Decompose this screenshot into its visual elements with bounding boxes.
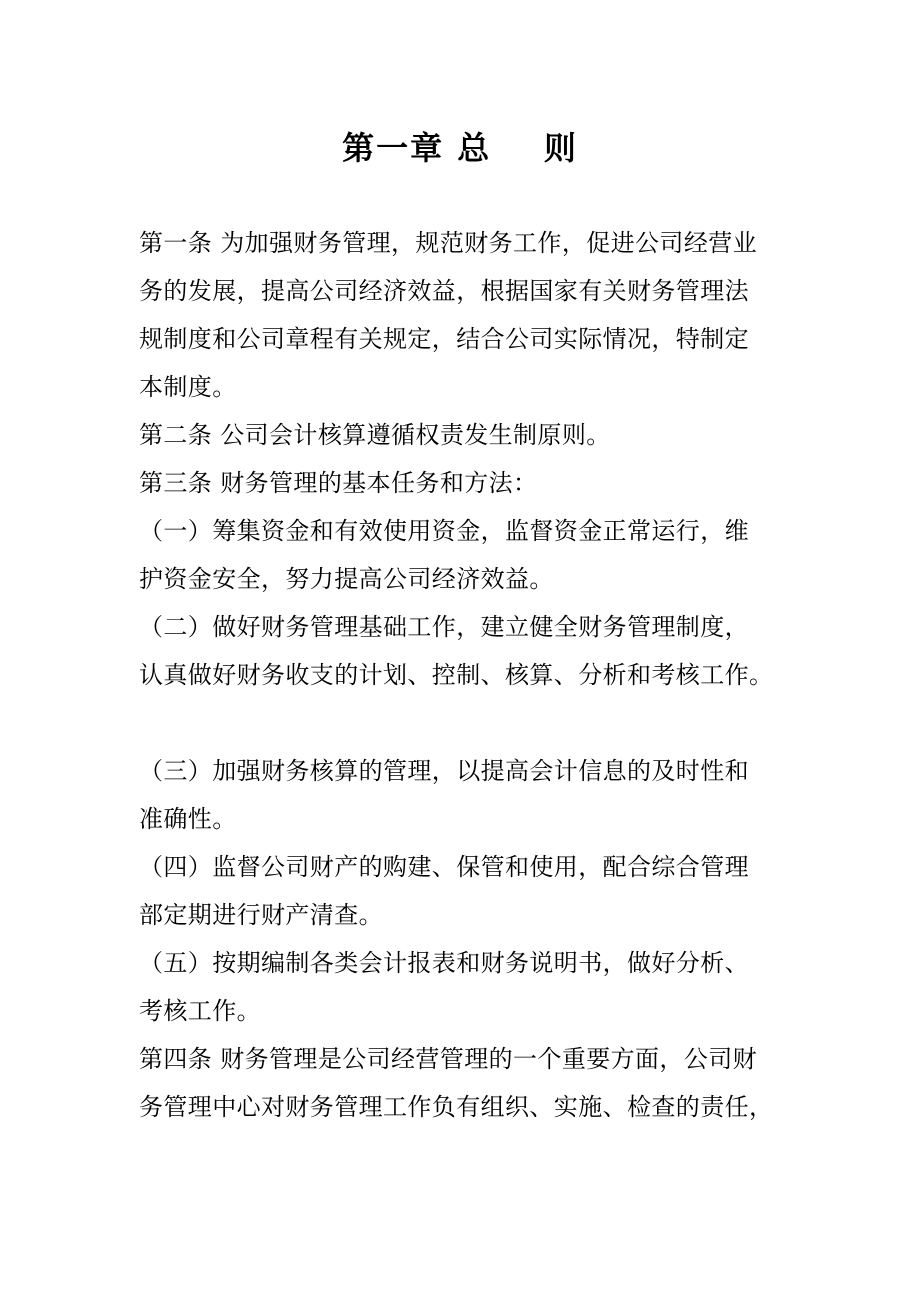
article-4-line-2: 务管理中心对财务管理工作负有组织、实施、检查的责任，: [139, 1093, 774, 1121]
article-1-line-3: 规制度和公司章程有关规定，结合公司实际情况，特制定: [139, 325, 749, 353]
item-4-line-1: （四）监督公司财产的购建、保管和使用，配合综合管理: [139, 853, 749, 881]
item-3-line-2: 准确性。: [139, 805, 237, 833]
article-3-line-1: 第三条 财务管理的基本任务和方法：: [139, 469, 538, 497]
article-4-line-1: 第四条 财务管理是公司经营管理的一个重要方面，公司财: [139, 1045, 758, 1073]
item-5-line-2: 考核工作。: [139, 997, 261, 1025]
item-2-line-2: 认真做好财务收支的计划、控制、核算、分析和考核工作。: [139, 661, 774, 689]
item-4-line-2: 部定期进行财产清查。: [139, 901, 383, 929]
item-5-line-1: （五）按期编制各类会计报表和财务说明书，做好分析、: [139, 949, 749, 977]
chapter-title: 第一章 总 则: [342, 129, 578, 167]
article-1-line-2: 务的发展，提高公司经济效益，根据国家有关财务管理法: [139, 277, 749, 305]
item-2-line-1: （二）做好财务管理基础工作，建立健全财务管理制度，: [139, 613, 749, 641]
article-1-line-4: 本制度。: [139, 373, 237, 401]
article-1-line-1: 第一条 为加强财务管理，规范财务工作，促进公司经营业: [139, 229, 758, 257]
item-1-line-1: （一）筹集资金和有效使用资金，监督资金正常运行，维: [139, 517, 749, 545]
item-1-line-2: 护资金安全，努力提高公司经济效益。: [139, 565, 554, 593]
item-3-line-1: （三）加强财务核算的管理，以提高会计信息的及时性和: [139, 757, 749, 785]
article-2-line-1: 第二条 公司会计核算遵循权责发生制原则。: [139, 421, 611, 449]
